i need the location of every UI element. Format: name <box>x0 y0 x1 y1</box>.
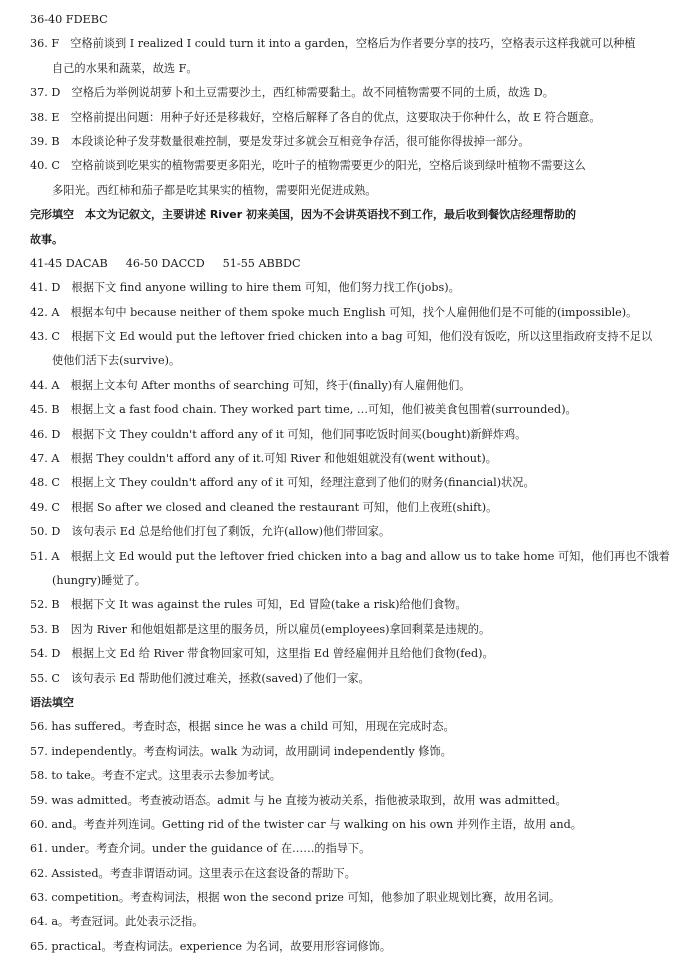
explanation-52: 52. B 根据下文 It was against the rules 可知，Ed 冒险(take a risk)给他们食物。 <box>30 598 467 612</box>
explanation-47: 47. A 根据 They couldn't afford any of it.可知 River 和他姐姐就没有(went without)。 <box>30 452 497 466</box>
explanation-38: 38. E 空格前提出问题：用种子好还是移栽好，空格后解释了各自的优点，这要取决于你种什么，故 E 符合题意。 <box>30 110 601 124</box>
cloze-explanations <box>30 276 670 691</box>
explanation-51 <box>30 545 670 594</box>
explanation-50: 50. D 该句表示 Ed 总是给他们打包了剩饭，允许(allow)他们带回家。 <box>30 525 391 539</box>
explanation-65: 65. practical。考查构词法。experience 为名词，故要用形容词修饰。 <box>30 939 392 953</box>
explanation-60: 60. and。考查并列连词。Getting rid of the twister car 与 walking on his own 并列作主语，故用 and。 <box>30 817 582 831</box>
explanation-48: 48. C 根据上文 They couldn't afford any of it 可知，经理注意到了他们的财务(financial)状况。 <box>30 476 535 490</box>
explanation-44: 44. A 根据上文本句 After months of searching 可知，终于(finally)有人雇佣他们。 <box>30 378 471 392</box>
explanation-54: 54. D 根据上文 Ed 给 River 带食物回家可知，这里指 Ed 曾经雇佣并且给他们食物(fed)。 <box>30 647 494 661</box>
explanation-line: 多阳光。西红柿和茄子都是吃其果实的植物，需要阳光促进成熟。 <box>52 183 377 197</box>
explanation-line: 使他们活下去(survive)。 <box>52 354 181 368</box>
grammar-explanations <box>30 715 670 959</box>
grammar-section-heading: 语法填空 <box>30 695 74 709</box>
explanation-37: 37. D 空格后为举例说胡萝卜和土豆需要沙土，西红柿需要黏土。故不同植物需要不同的土质，故选 D。 <box>30 86 554 100</box>
explanation-55: 55. C 该句表示 Ed 帮助他们渡过难关，拯救(saved)了他们一家。 <box>30 671 370 685</box>
explanation-line: 自己的水果和蔬菜，故选 F。 <box>52 61 198 75</box>
explanation-63: 63. competition。考查构词法，根据 won the second prize 可知，他参加了职业规划比赛，故用名词。 <box>30 891 561 905</box>
answer-group: 46-50 DACCD <box>125 256 205 270</box>
explanation-line: 51. A 根据上文 Ed would put the leftover fried chicken into a bag and allow us to take home 可知，他们再也不饿着 <box>30 549 670 563</box>
explanation-58: 58. to take。考查不定式。这里表示去参加考试。 <box>30 769 281 783</box>
explanation-39: 39. B 本段谈论种子发芽数量很难控制，要是发芽过多就会互相竞争存活，很可能你得拔掉一部分。 <box>30 134 530 148</box>
explanation-56: 56. has suffered。考查时态，根据 since he was a child 可知，用现在完成时态。 <box>30 720 455 734</box>
reading-explanations <box>30 32 670 203</box>
explanation-line: 36. F 空格前谈到 I realized I could turn it into a garden，空格后为作者要分享的技巧，空格表示这样我就可以种植 <box>30 37 636 51</box>
explanation-41: 41. D 根据下文 find anyone willing to hire them 可知，他们努力找工作(jobs)。 <box>30 281 460 295</box>
explanation-45: 45. B 根据上文 a fast food chain. They worked part time, …可知，他们被美食包围着(surrounded)。 <box>30 403 577 417</box>
explanation-57: 57. independently。考查构词法。walk 为动词，故用副词 independently 修饰。 <box>30 744 452 758</box>
explanation-62: 62. Assisted。考查非谓语动词。这里表示在这套设备的帮助下。 <box>30 866 356 880</box>
answer-group: 51-55 ABBDC <box>222 256 301 270</box>
explanation-61: 61. under。考查介词。under the guidance of 在……的指导下。 <box>30 842 371 856</box>
explanation-line: 43. C 根据下文 Ed would put the leftover fried chicken into a bag 可知，他们没有饭吃，所以这里指政府支持不足以 <box>30 330 653 344</box>
heading-line: 故事。 <box>30 232 63 246</box>
explanation-49: 49. C 根据 So after we closed and cleaned the restaurant 可知，他们上夜班(shift)。 <box>30 500 498 514</box>
heading-line: 完形填空 本文为记叙文，主要讲述 River 初来美国，因为不会讲英语找不到工作，最后收到餐饮店经理帮助的 <box>30 208 576 222</box>
answer-group: 41-45 DACAB <box>30 256 108 270</box>
cloze-answer-key <box>30 252 670 276</box>
explanation-53: 53. B 因为 River 和他姐姐都是这里的服务员，所以雇员(employees)拿回剩菜是违规的。 <box>30 622 491 636</box>
explanation-64: 64. a。考查冠词。此处表示泛指。 <box>30 915 204 929</box>
explanation-36 <box>30 32 670 81</box>
reading-answer-key: 36-40 FDEBC <box>30 13 108 26</box>
explanation-40 <box>30 154 670 203</box>
explanation-line: 40. C 空格前谈到吃果实的植物需要更多阳光，吃叶子的植物需要更少的阳光，空格后谈到绿叶植物不需要这么 <box>30 159 586 173</box>
explanation-line: (hungry)睡觉了。 <box>52 573 146 587</box>
explanation-43 <box>30 325 670 374</box>
cloze-section-heading <box>30 203 670 252</box>
explanation-46: 46. D 根据下文 They couldn't afford any of it 可知，他们同事吃饭时间买(bought)新鲜炸鸡。 <box>30 427 527 441</box>
explanation-42: 42. A 根据本句中 because neither of them spoke much English 可知，找个人雇佣他们是不可能的(impossible)。 <box>30 305 638 319</box>
explanation-59: 59. was admitted。考查被动语态。admit 与 he 直接为被动关系，指他被录取到，故用 was admitted。 <box>30 793 567 807</box>
